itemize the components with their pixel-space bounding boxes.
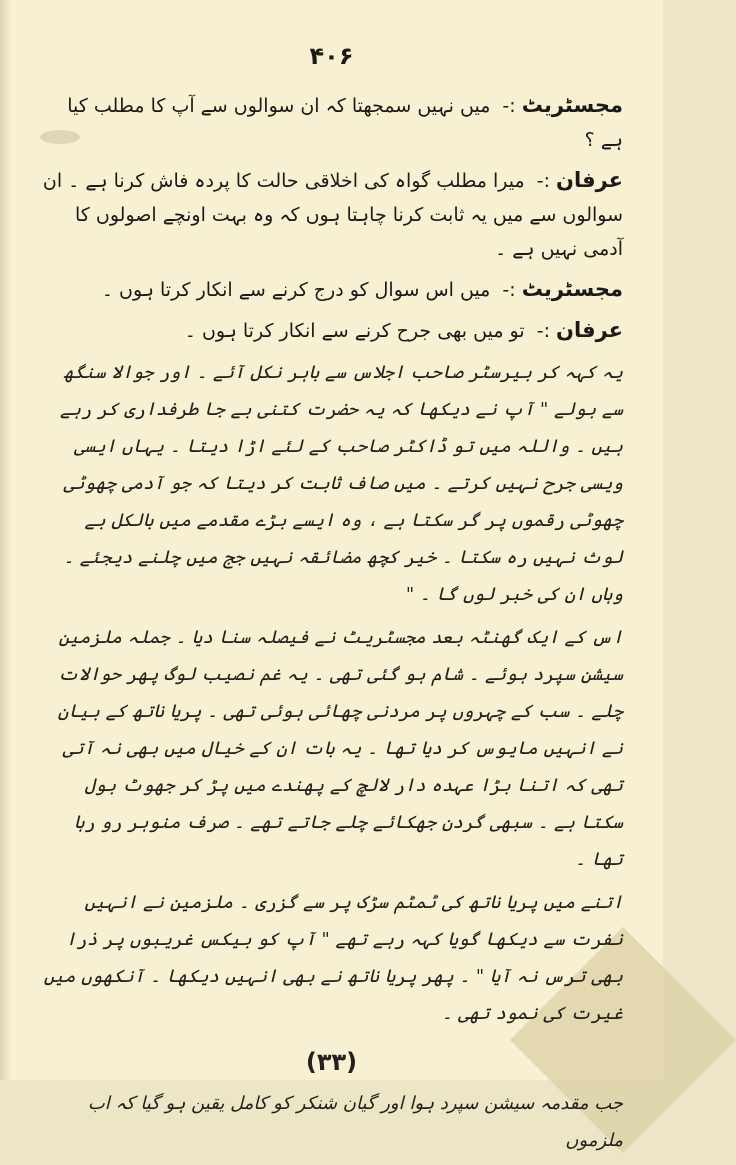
narrative-section — [40, 354, 623, 1159]
speaker-name: عرفان — [556, 168, 623, 192]
speaker-separator: :- — [502, 279, 516, 301]
speaker-name: مجسٹریٹ — [521, 277, 623, 301]
dialogue-text: تو میں بھی جرح کرنے سے انکار کرتا ہوں ۔ — [184, 320, 525, 342]
narrative-paragraph: یہ کہہ کر بیرسٹر صاحب اجلاس سے باہر نکل آئے ۔ اور جوالا سنگھ سے بولے " آپ نے دیکھا کہ یہ حضرت کتنی بے جا طرفداری کر رہے ہیں ۔ واللہ میں تو ڈاکٹر صاحب کے لئے اڑا دیتا ۔ یہاں ایسی ویسی جرح نہیں کرتے ۔ میں صاف ثابت کر دیتا کہ جو آدمی چھوٹی چھوٹی رقموں پر گر سکتا ہے ، وہ ایسے بڑے مقدمے میں بالکل بے لوث نہیں رہ سکتا ۔ خیر کچھ مضائقہ نہیں جج میں چلنے دیجئے ۔ وہاں ان کی خبر لوں گا ۔ " — [60, 362, 623, 605]
dialogue-text: میں نہیں سمجھتا کہ ان سوالوں سے آپ کا مطلب کیا ہے ؟ — [67, 95, 623, 151]
speaker-separator: :- — [536, 320, 550, 342]
dialogue-line — [40, 313, 623, 348]
page-number: ۴۰۶ — [309, 42, 354, 70]
dialogue-text: میں اس سوال کو درج کرنے سے انکار کرتا ہوں ۔ — [101, 279, 491, 301]
page-body — [40, 88, 623, 1165]
narrative-paragraph: اس کے ایک گھنٹہ بعد مجسٹریٹ نے فیصلہ سنا دیا ۔ جملہ ملزمین سیشن سپرد ہوئے ۔ شام ہو گئی تھی ۔ یہ غم نصیب لوگ پھر حوالات چلے ۔ سب کے چہروں پر مردنی چھائی ہوئی تھی ۔ پریا ناتھ کے بیان نے انہیں مایوس کر دیا تھا ۔ یہ بات ان کے خیال میں بھی نہ آتی تھی کہ اتنا بڑا عہدہ دار لالچ کے پھندے میں پڑ کر جھوٹ بول سکتا ہے ۔ سبھی گردن جھکائے چلے جاتے تھے ۔ صرف منوہر رو رہا تھا ۔ — [57, 627, 623, 870]
speaker-separator: :- — [502, 95, 516, 117]
dialogue-line — [40, 88, 623, 157]
dialogue-line — [40, 163, 623, 266]
page-binding-edge — [0, 0, 10, 1080]
chapter-opening-line: جب مقدمہ سیشن سپرد ہوا اور گیان شنکر کو کامل یقین ہو گیا کہ اب ملزموں — [87, 1093, 623, 1151]
speaker-separator: :- — [536, 170, 550, 192]
speaker-name: مجسٹریٹ — [521, 93, 623, 117]
narrative-paragraph: اتنے میں پریا ناتھ کی ٹمٹم سڑک پر سے گزری ۔ ملزمین نے انہیں نفرت سے دیکھا گویا کہہ رہے تھے " آپ کو بیکس غریبوں پر ذرا بھی ترس نہ آیا " ۔ پھر پریا ناتھ نے بھی انہیں دیکھا ۔ آنکھوں میں غیرت کی نمود تھی ۔ — [43, 892, 623, 1024]
dialogue-line — [40, 272, 623, 307]
dialogue-text: میرا مطلب گواہ کی اخلاقی حالت کا پردہ فاش کرنا ہے ۔ ان سوالوں سے میں یہ ثابت کرنا چاہتا ہوں کہ وہ بہت اونچے اصولوں کا آدمی نہیں ہے ۔ — [42, 170, 623, 260]
chapter-number: (۳۳) — [305, 1048, 358, 1076]
speaker-name: عرفان — [556, 318, 623, 342]
